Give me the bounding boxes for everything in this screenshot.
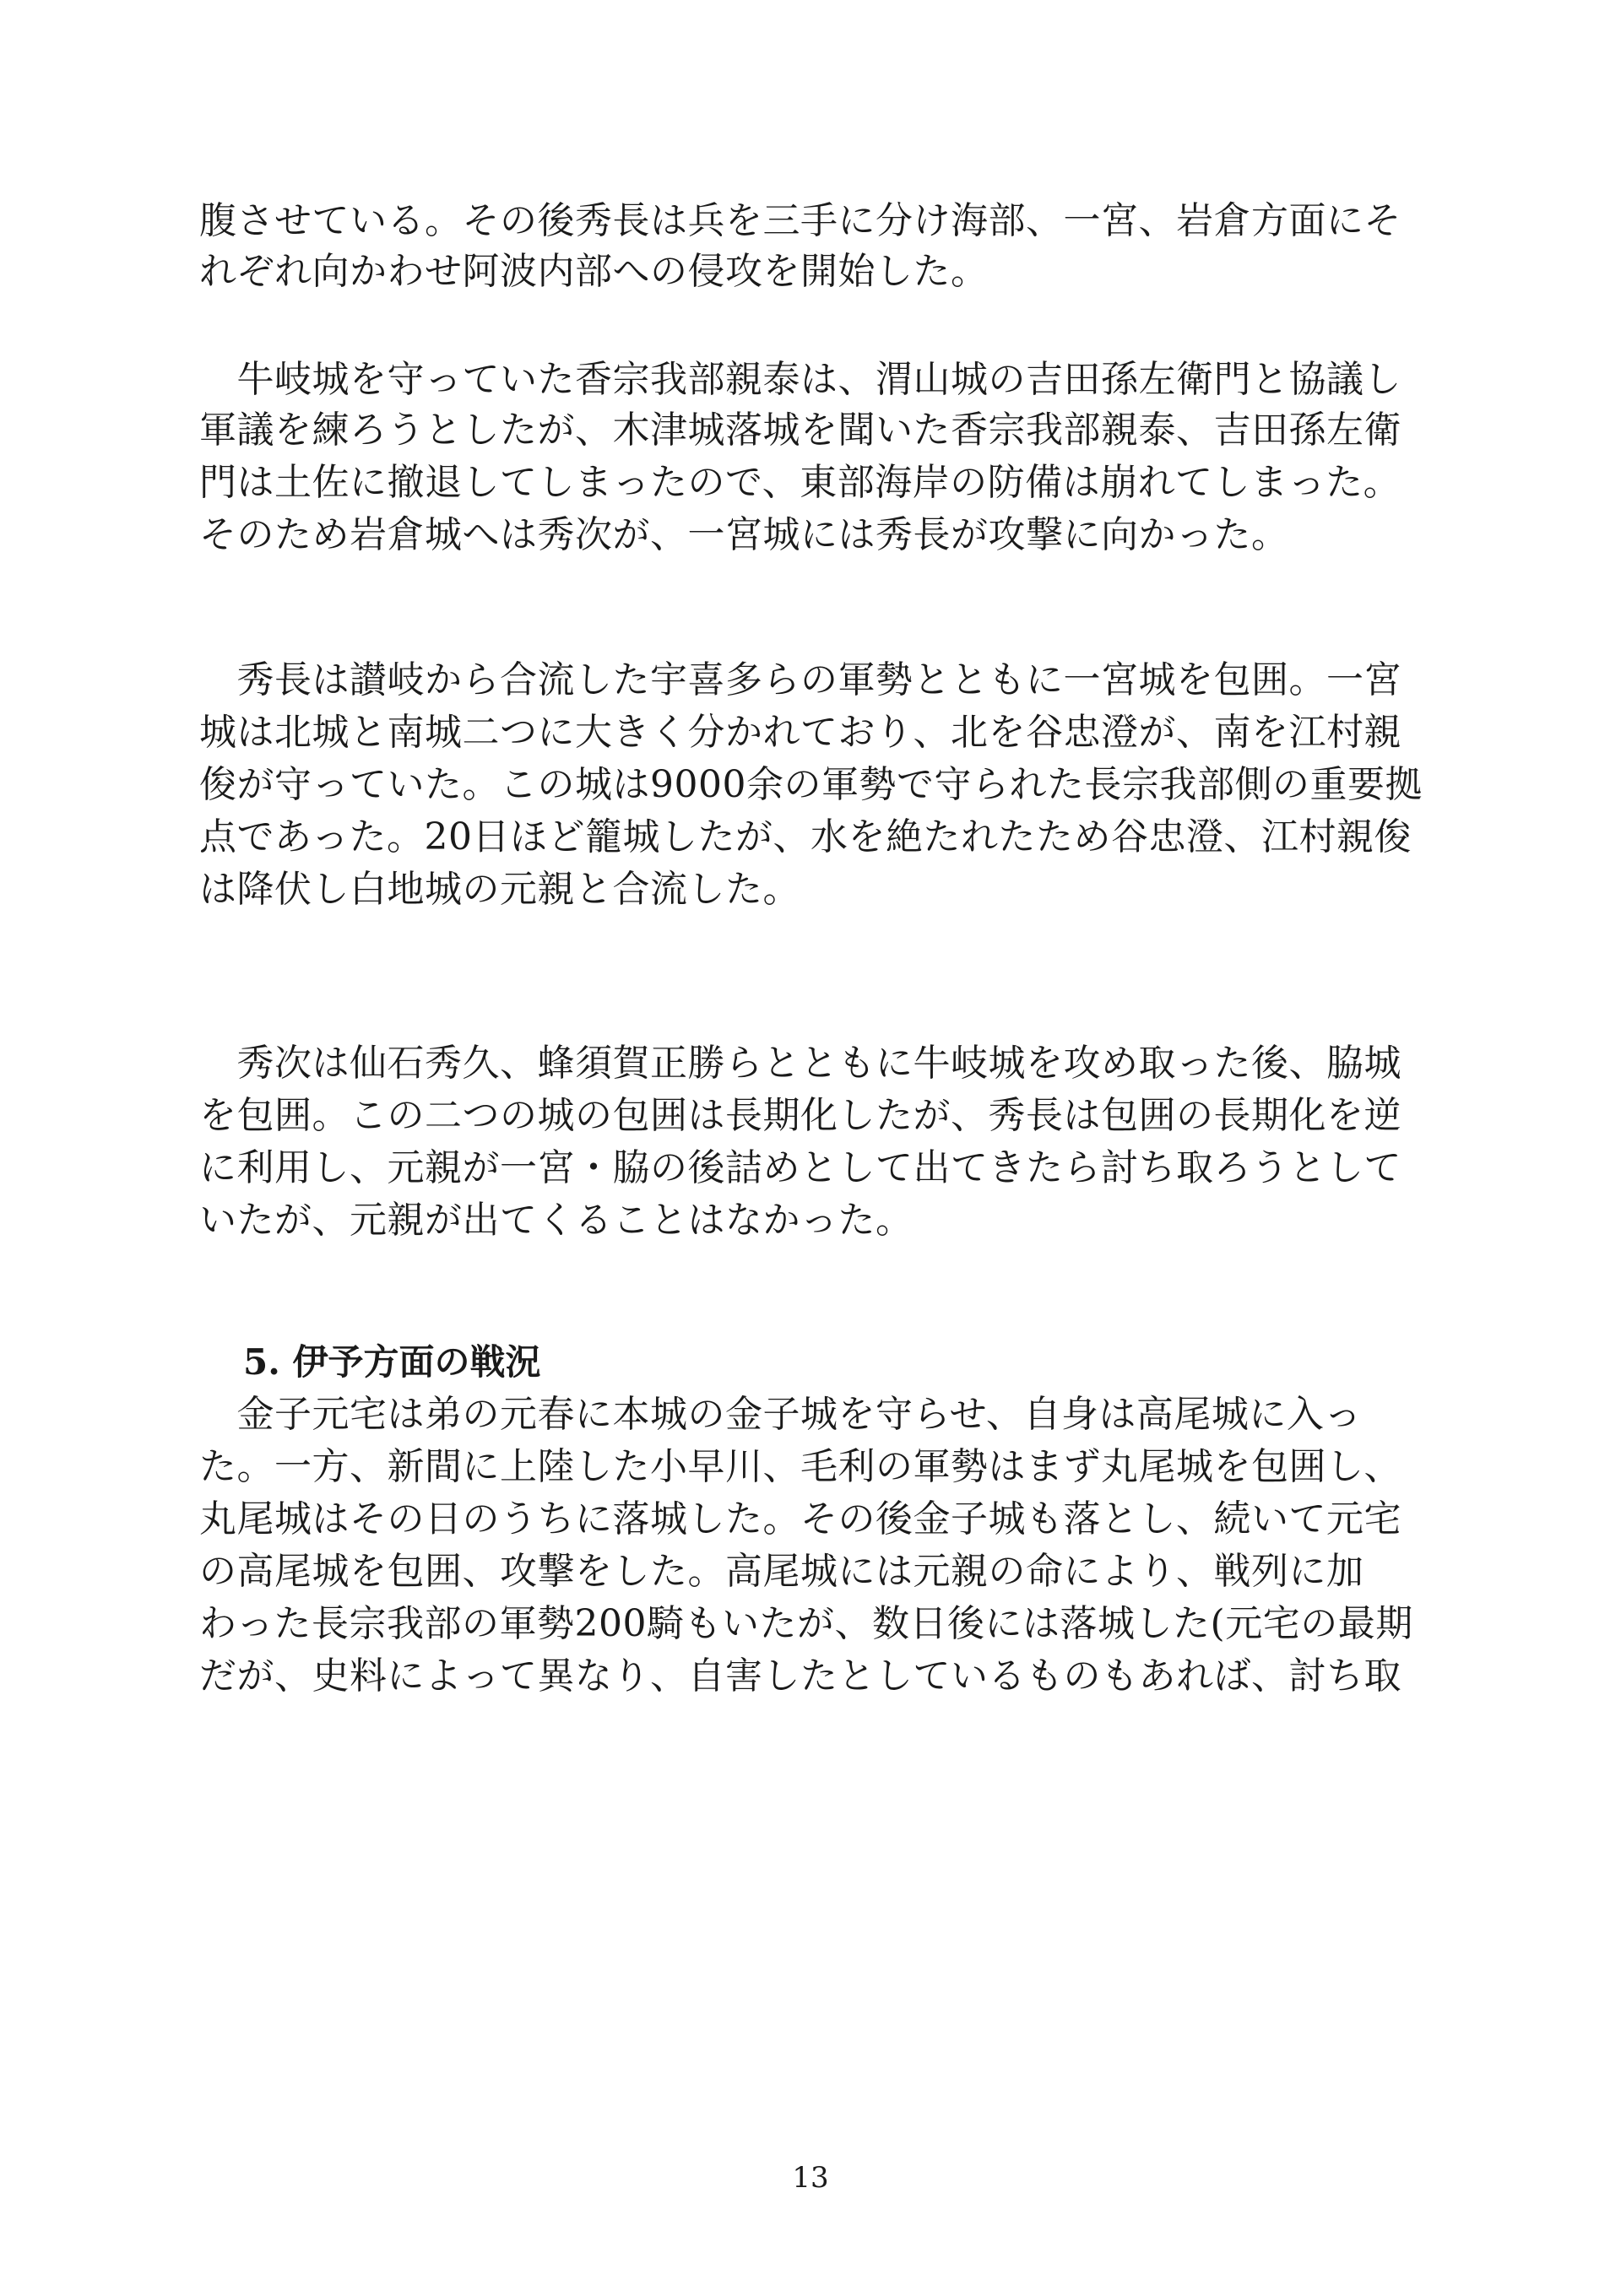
paragraph-3-line-4: 点であった。20日ほど籠城したが、水を絶たれたため谷忠澄、江村親俊 xyxy=(199,815,1412,858)
paragraph-2-line-4: そのため岩倉城へは秀次が、一宮城には秀長が攻撃に向かった。 xyxy=(199,513,1289,556)
section-line-3: 丸尾城はその日のうちに落城した。その後金子城も落とし、続いて元宅 xyxy=(199,1497,1401,1541)
paragraph-2-line-2: 軍議を練ろうとしたが、木津城落城を聞いた香宗我部親泰、吉田孫左衛 xyxy=(199,409,1401,452)
paragraph-3-line-1: 秀長は讃岐から合流した宇喜多らの軍勢とともに一宮城を包囲。一宮 xyxy=(199,658,1401,701)
paragraph-3-line-2: 城は北城と南城二つに大きく分かれており、北を谷忠澄が、南を江村親 xyxy=(199,711,1401,754)
paragraph-3-line-3: 俊が守っていた。この城は9000余の軍勢で守られた長宗我部側の重要拠 xyxy=(199,763,1423,806)
section-line-5: わった長宗我部の軍勢200騎もいたが、数日後には落城した(元宅の最期 xyxy=(199,1602,1413,1645)
paragraph-1-line-1: 腹させている。その後秀長は兵を三手に分け海部、一宮、岩倉方面にそ xyxy=(199,199,1401,242)
paragraph-2-line-1: 牛岐城を守っていた香宗我部親泰は、渭山城の吉田孫左衛門と協議し xyxy=(199,358,1401,401)
section-line-1: 金子元宅は弟の元春に本城の金子城を守らせ、自身は高尾城に入っ xyxy=(199,1393,1362,1436)
section-line-6: だが、史料によって異なり、自害したとしているものもあれば、討ち取 xyxy=(199,1654,1401,1698)
paragraph-1-line-2: れぞれ向かわせ阿波内部への侵攻を開始した。 xyxy=(199,250,989,293)
section-line-4: の高尾城を包囲、攻撃をした。高尾城には元親の命により、戦列に加 xyxy=(199,1550,1364,1593)
page-number: 13 xyxy=(792,2161,829,2195)
paragraph-4-line-3: に利用し、元親が一宮・脇の後詰めとして出てきたら討ち取ろうとして xyxy=(199,1146,1401,1189)
paragraph-2-line-3: 門は土佐に撤退してしまったので、東部海岸の防備は崩れてしまった。 xyxy=(199,461,1401,504)
section-line-2: た。一方、新間に上陸した小早川、毛利の軍勢はまず丸尾城を包囲し、 xyxy=(199,1445,1401,1488)
paragraph-4-line-1: 秀次は仙石秀久、蜂須賀正勝らとともに牛岐城を攻め取った後、脇城 xyxy=(199,1042,1401,1085)
section-heading: 5. 伊予方面の戦況 xyxy=(243,1341,541,1383)
paragraph-3-line-5: は降伏し白地城の元親と合流した。 xyxy=(199,868,800,911)
paragraph-4-line-4: いたが、元親が出てくることはなかった。 xyxy=(199,1199,914,1242)
paragraph-4-line-2: を包囲。この二つの城の包囲は長期化したが、秀長は包囲の長期化を逆 xyxy=(199,1094,1401,1137)
